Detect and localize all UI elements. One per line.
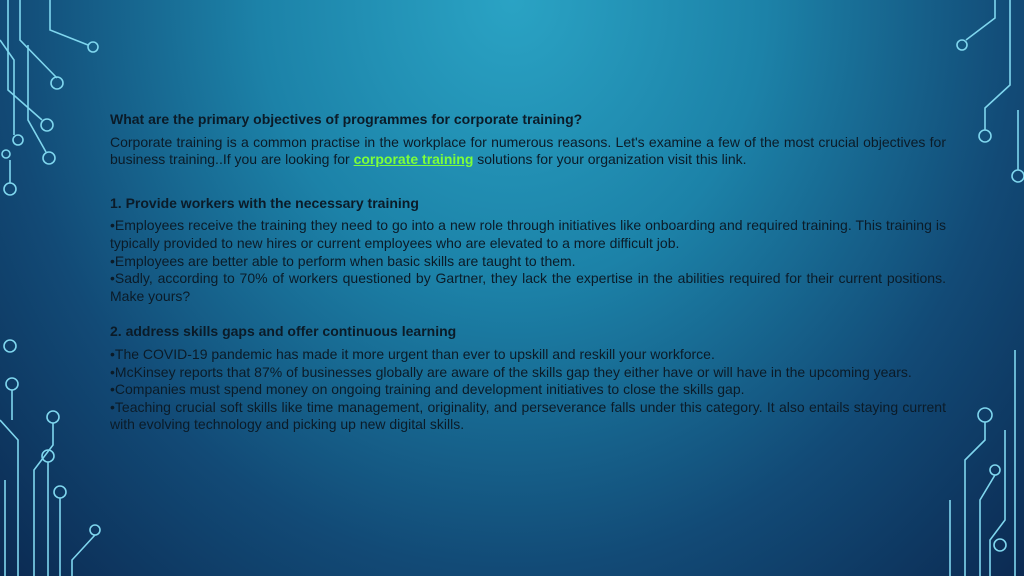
corporate-training-link[interactable]: corporate training: [353, 151, 474, 168]
intro-text-after-link: solutions for your organization visit this link.: [473, 151, 747, 168]
section1-bullet: •Employees are better able to perform when basic skills are taught to them.: [110, 252, 576, 269]
circuit-top-left: [0, 0, 98, 195]
section2-bullet: •Companies must spend money on ongoing training and development initiatives to close the skills gap.: [110, 381, 745, 398]
intro-paragraph: [110, 134, 946, 169]
section1-heading: 1. Provide workers with the necessary training: [110, 194, 419, 211]
section1-bullet: •Sadly, according to 70% of workers questioned by Gartner, they lack the expertise in the abilities required for their current positions. Make yours?: [110, 270, 946, 304]
section2-bullet: •McKinsey reports that 87% of businesses globally are aware of the skills gap they either have or will have in the upcoming years.: [110, 363, 912, 380]
section2-bullet: •The COVID-19 pandemic has made it more urgent than ever to upskill and reskill your workforce.: [110, 345, 715, 362]
intro-text-before-link: Corporate training is a common practise in the workplace for numerous reasons. Let's examine a few of the most crucial objectives for business training..If you are looking for: [110, 133, 946, 168]
section2-heading: 2. address skills gaps and offer continuous learning: [110, 323, 457, 340]
intro-heading: What are the primary objectives of programmes for corporate training?: [110, 111, 583, 127]
section1-bullet: •Employees receive the training they need to go into a new role through initiatives like onboarding and required training. This training is typically provided to new hires or current employees who are elevated to a more difficult job.: [110, 217, 946, 251]
circuit-top-right: [957, 0, 1024, 182]
section2-bullet: •Teaching crucial soft skills like time management, originality, and perseverance falls under this category. It also entails staying current with evolving technology and picking up new digital skills.: [110, 398, 946, 433]
slide-content: [110, 111, 946, 434]
circuit-bottom-left: [0, 340, 100, 576]
circuit-bottom-right: [950, 350, 1015, 576]
